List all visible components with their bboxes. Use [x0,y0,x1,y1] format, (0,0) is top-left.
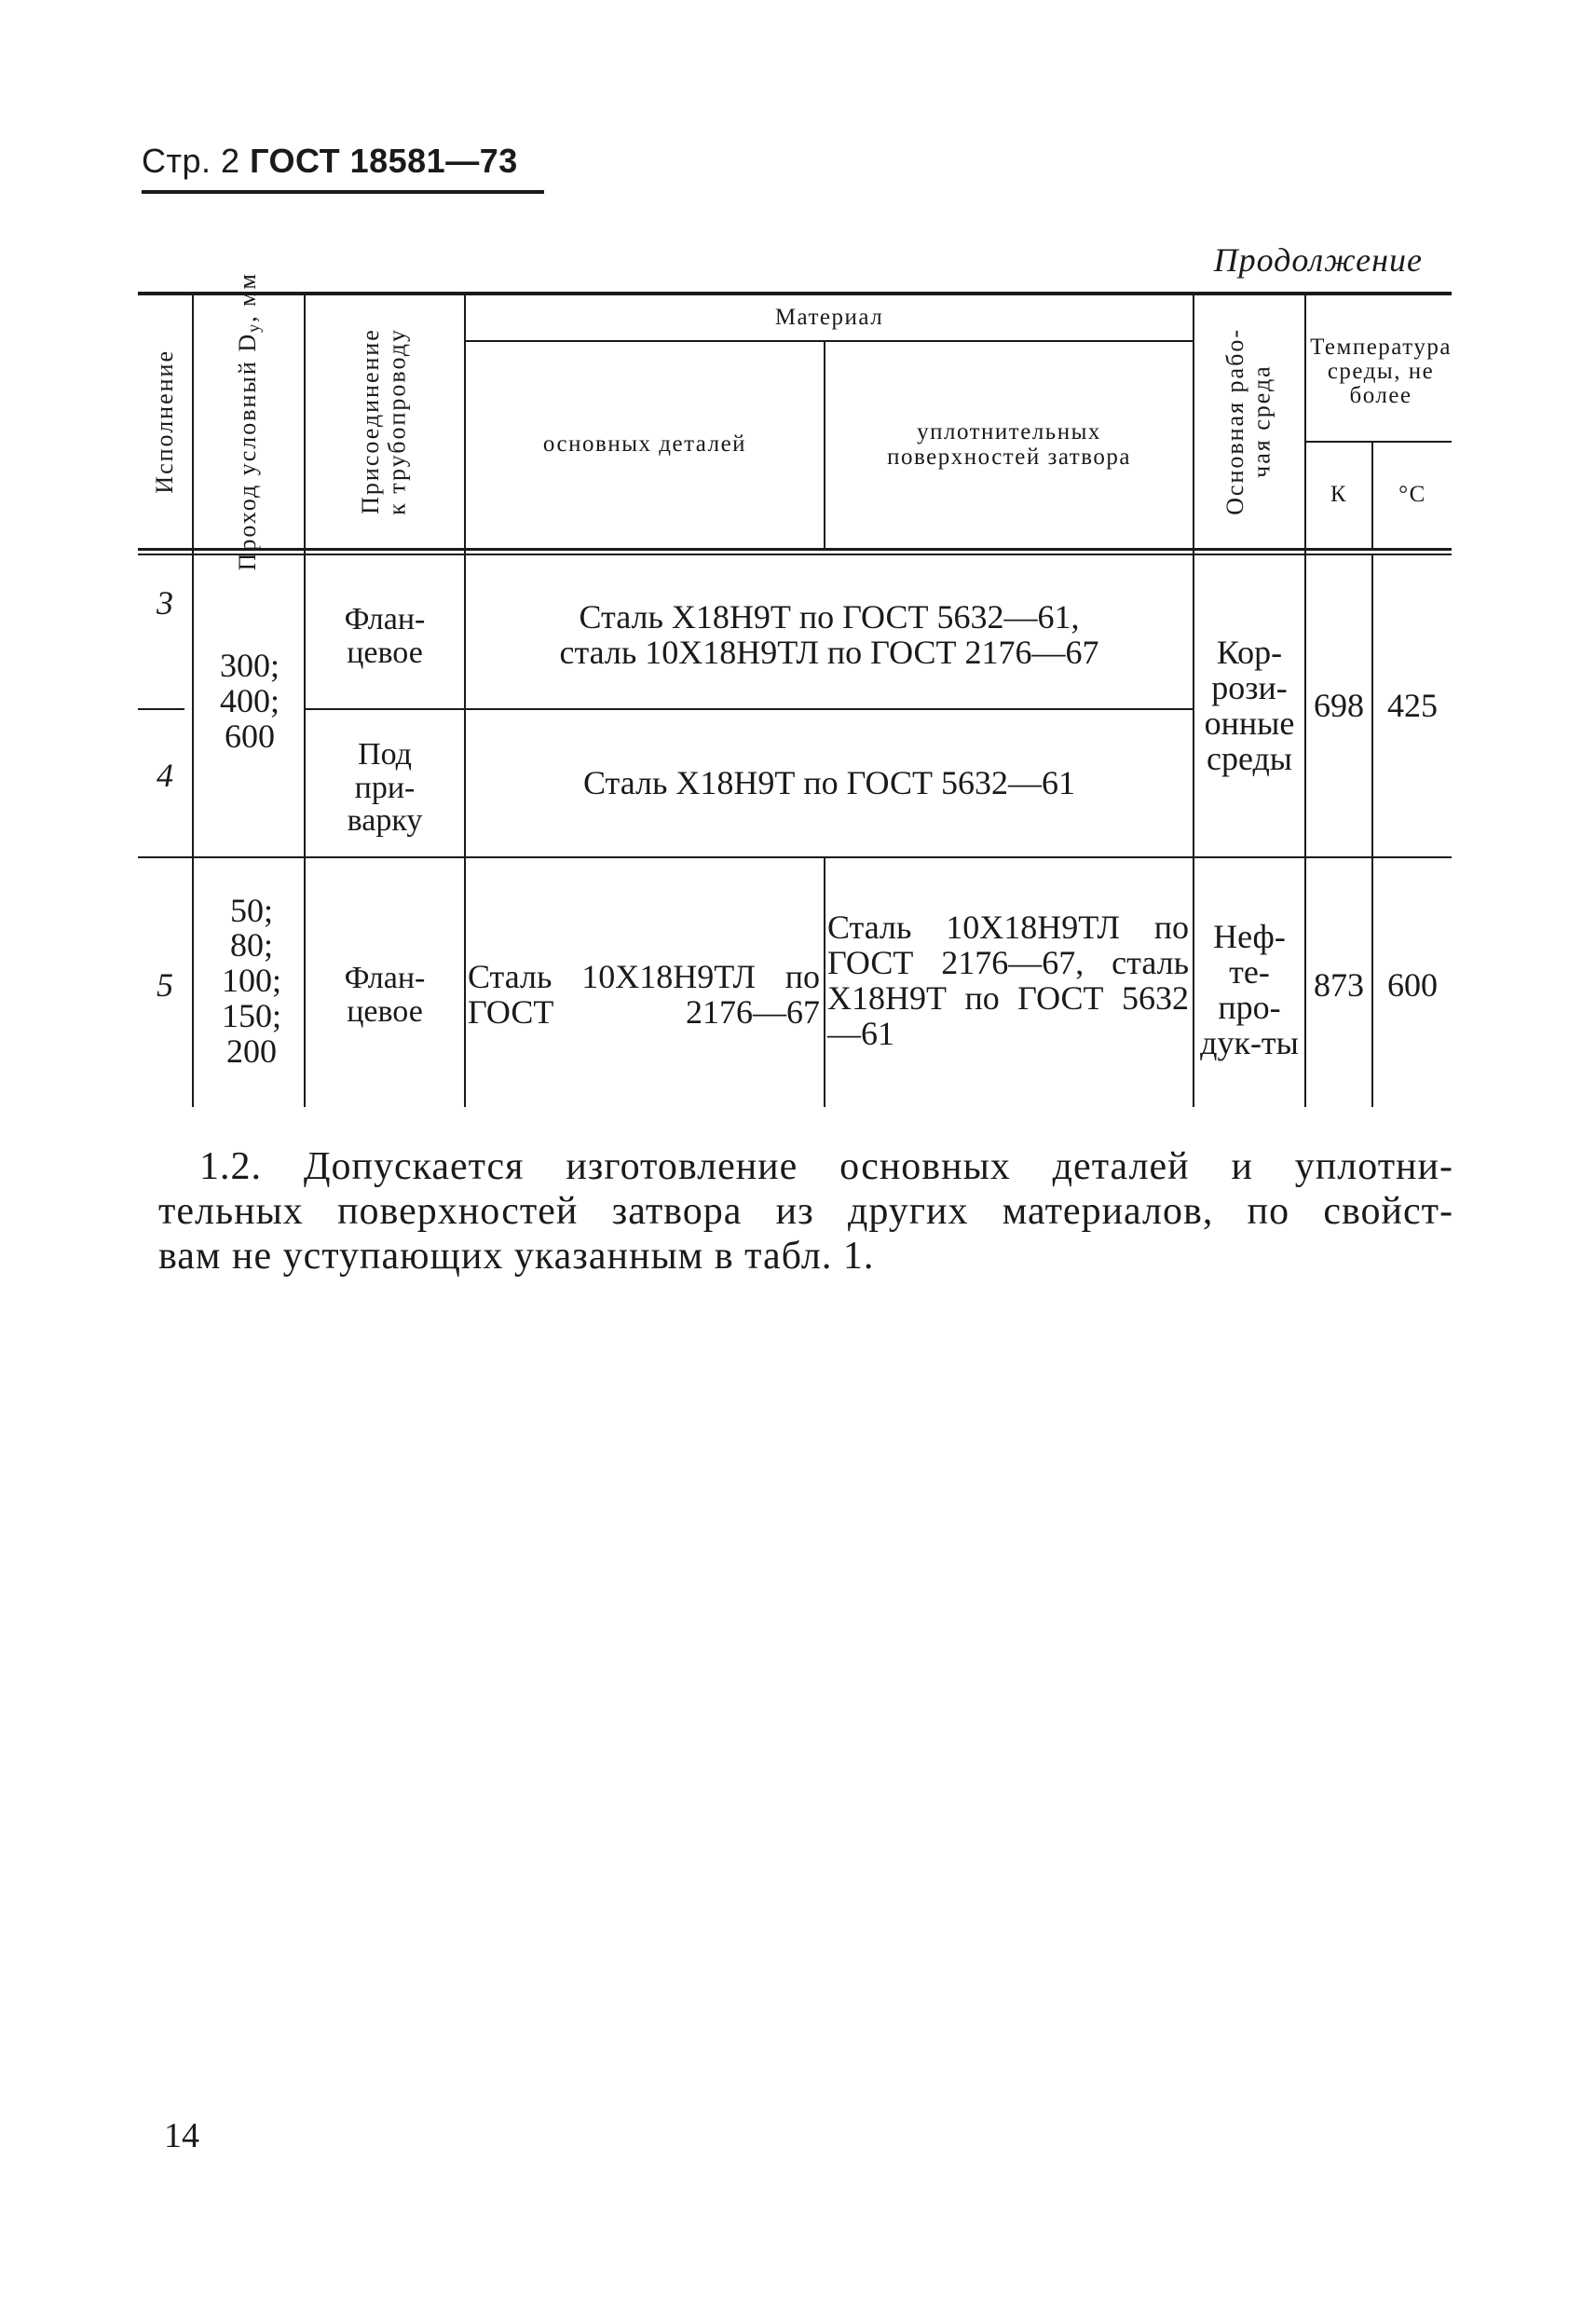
row5-bore: 50; 80; 100; 150; 200 [221,891,281,1070]
header-main-parts: основных деталей [542,431,747,458]
header-bottom-rule [138,548,1452,551]
row34-bore: 300; 400; 600 [219,647,280,755]
header-nominal-bore-text: Проход условный $D_у$, мм [233,272,264,571]
row5-temp-k: 873 [1314,966,1364,1005]
row4-row5-rule [138,856,1452,858]
header-rule [142,190,544,194]
header-variant: Исполнение [151,349,179,494]
row4-variant: 4 [157,757,173,795]
row3-material-line1: Сталь Х18Н9Т по ГОСТ 5632—61, [579,597,1080,636]
clause-line-1: 1.2. Допускается изготовление основных деталей и уплотни- [199,1145,1453,1188]
clause-line-3: вам не уступающих указанным в табл. 1. [158,1235,875,1278]
row4-connection: Под при-варку [347,736,423,839]
row3-variant: 3 [157,584,173,622]
row3-connection: Флан-цевое [344,602,426,670]
header-unit-k: К [1330,482,1348,508]
row4-material: Сталь Х18Н9Т по ГОСТ 5632—61 [583,763,1075,801]
variant-rule-3-4 [138,708,184,710]
standard-code: ГОСТ 18581—73 [250,142,518,180]
continuation-label: Продолжение [1213,241,1423,279]
header-temperature: Температура среды, не более [1310,334,1452,409]
page-header [142,142,518,181]
clause-line-2: тельных поверхностей затвора из других материалов, по свойст- [158,1190,1453,1233]
row5-connection: Флан-цевое [344,961,426,1029]
header-medium: Основная рабо- чая среда [1221,328,1275,515]
header-material: Материал [774,304,884,330]
row5-material-seal: Сталь 10Х18Н9ТЛ по ГОСТ 2176—67, сталь Х18Н9Т по ГОСТ 5632—61 [827,909,1189,1052]
page-label: Стр. 2 [142,142,240,180]
header-connection: Присоединение к трубопроводу [357,328,411,515]
row34-medium: Кор-рози-онные среды [1204,634,1295,777]
row34-temp-c: 425 [1387,687,1438,725]
header-sealing: уплотнительных поверхностей затвора [887,419,1131,470]
header-bottom-rule-2 [138,554,1452,555]
header-unit-c: °С [1398,482,1426,508]
row5-material-main: Сталь 10Х18Н9ТЛ по ГОСТ 2176—67 [468,958,820,1031]
col-rule-4-row5 [824,858,825,1107]
row5-temp-c: 600 [1387,966,1438,1005]
row5-medium: Неф-те-про-дук-ты [1200,918,1299,1061]
row3-material [466,562,1193,708]
col-rule-7-body [1371,555,1373,1107]
col-rule-4-header [824,342,825,548]
materials-table [138,272,1452,1107]
row3-material-line2: сталь 10Х18Н9ТЛ по ГОСТ 2176—67 [559,633,1099,671]
header-nominal-bore [194,272,304,571]
page-number: 14 [164,2116,199,2155]
clause-1-2 [158,1144,1453,1279]
row34-temp-k: 698 [1314,687,1364,725]
row5-variant: 5 [157,966,173,1005]
